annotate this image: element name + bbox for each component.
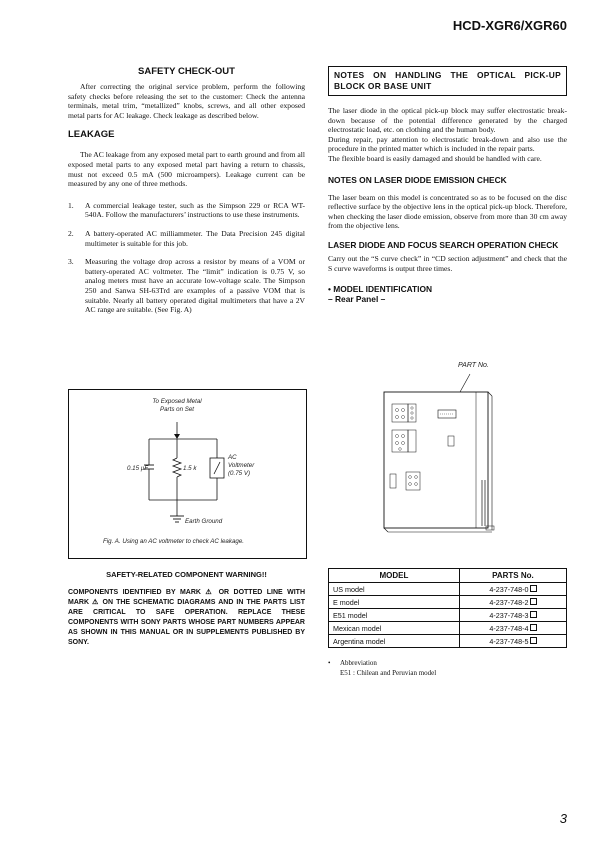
rear-panel-diagram — [378, 370, 508, 540]
page-number: 3 — [559, 811, 567, 826]
part-number: 4-237-748-4 — [489, 623, 529, 633]
voltmeter-label-3: (0.75 V) — [228, 470, 251, 477]
cell-model: Mexican model — [329, 622, 460, 635]
probe-label-1: To Exposed Metal — [152, 398, 202, 405]
part-number: 4-237-748-5 — [489, 636, 529, 646]
table-row — [329, 635, 567, 648]
abbreviation-label: Abbreviation — [340, 659, 377, 667]
table-row — [329, 622, 567, 635]
column-header-parts: PARTS No. — [459, 569, 566, 583]
optical-body-3: The flexible board is easily damaged and should be handled with care. — [328, 153, 542, 163]
part-no-label: PART No. — [458, 362, 489, 369]
voltmeter-label-2: Voltmeter — [228, 462, 255, 469]
checkbox-mark-icon — [530, 585, 537, 592]
checkbox-mark-icon — [530, 637, 537, 644]
list-number: 2. — [68, 228, 74, 238]
figure-a-box — [68, 389, 307, 559]
leakage-method-list — [68, 201, 305, 315]
cell-part — [459, 622, 566, 635]
part-number: 4-237-748-0 — [489, 584, 529, 594]
right-column — [328, 66, 567, 308]
list-text: Measuring the voltage drop across a resistor by means of a VOM or battery-operated AC voltmeter. The “limit” indication is 0.75 V, so analog meters must have an accurate low-voltage scale. The Simpson 250 and Sanwa SH-63Trd are examples of a passive VOM that is suitable. Nearly all battery operated digital multimeters that have a 2V AC range are suitable. (See Fig. A) — [85, 257, 305, 315]
laser-emission-title: NOTES ON LASER DIODE EMISSION CHECK — [328, 174, 507, 185]
abbreviation-block — [328, 658, 436, 678]
list-text: A battery-operated AC milliammeter. The Data Precision 245 digital multimeter is suitable for this job. — [85, 228, 305, 248]
laser-emission-body: The laser beam on this model is concentrated so as to be focused on the disc reflective surface by the objective lens in the optical pick-up block. Therefore, when checking the laser diode emission, observe from more than 30 cm away from the objective lens. — [328, 192, 567, 231]
checkbox-mark-icon — [530, 611, 537, 618]
optical-notes-title: NOTES ON HANDLING THE OPTICAL PICK-UP BLOCK OR BASE UNIT — [328, 66, 567, 96]
table-row — [329, 609, 567, 622]
cell-part — [459, 635, 566, 648]
list-number: 1. — [68, 200, 74, 210]
circuit-diagram — [69, 390, 306, 558]
list-item — [68, 257, 305, 315]
model-id-title: • MODEL IDENTIFICATION — [328, 284, 433, 295]
list-text: A commercial leakage tester, such as the Simpson 229 or RCA WT-540A. Follow the manufacturers’ instructions to use these instruments. — [85, 200, 305, 220]
abbreviation-label-row — [328, 658, 436, 668]
ground-label: Earth Ground — [185, 518, 223, 525]
abbreviation-entry: E51 : Chilean and Peruvian model — [340, 669, 437, 677]
probe-label-2: Parts on Set — [159, 406, 195, 413]
cell-part — [459, 609, 566, 622]
warning-title: SAFETY-RELATED COMPONENT WARNING!! — [106, 570, 267, 579]
cell-model: E51 model — [329, 609, 460, 622]
list-item — [68, 201, 305, 220]
focus-search-body: Carry out the “S curve check” in “CD section adjustment” and check that the S curve waveforms is output three times. — [328, 253, 567, 273]
optical-body-2: During repair, pay attention to electrostatic break-down and also use the procedure in the printed matter which is included in the repair parts. — [328, 134, 567, 154]
capacitor-label: 0.15 µF — [127, 465, 149, 472]
focus-search-title: LASER DIODE AND FOCUS SEARCH OPERATION CHECK — [328, 239, 559, 250]
model-id-subtitle: – Rear Panel – — [328, 294, 386, 305]
safety-title: SAFETY CHECK-OUT — [138, 66, 235, 77]
optical-body-1: The laser diode in the optical pick-up block may suffer electrostatic break-down because of the potential difference generated by the charged electrostatic load, etc. on clothing and the human body. — [328, 106, 567, 135]
table-row — [329, 596, 567, 609]
part-number: 4-237-748-3 — [489, 610, 529, 620]
bullet-icon: • — [328, 659, 331, 667]
model-header: HCD-XGR6/XGR60 — [452, 18, 567, 33]
checkbox-mark-icon — [530, 598, 537, 605]
cell-model: US model — [329, 583, 460, 596]
parts-table — [328, 568, 567, 648]
table-header-row — [329, 569, 567, 583]
leakage-body: The AC leakage from any exposed metal part to earth ground and from all exposed metal parts to any exposed metal part having a return to chassis, must not exceed 0.5 mA (500 microampers). Leakage current can be measured by any one of three methods. — [68, 150, 305, 189]
cell-part — [459, 596, 566, 609]
checkbox-mark-icon — [530, 624, 537, 631]
figure-caption: Fig. A. Using an AC voltmeter to check AC leakage. — [103, 538, 244, 545]
list-number: 3. — [68, 257, 74, 267]
list-item — [68, 229, 305, 248]
part-number: 4-237-748-2 — [489, 597, 529, 607]
cell-model: E model — [329, 596, 460, 609]
column-header-model: MODEL — [329, 569, 460, 583]
safety-intro: After correcting the original service problem, perform the following safety checks before releasing the set to the customer: Check the antenna terminals, metal trim, “metallized” knobs, screws, and all other exposed metal parts for AC leakage. Check leakage as described below. — [68, 82, 305, 120]
warning-body: COMPONENTS IDENTIFIED BY MARK ⚠ OR DOTTED LINE WITH MARK ⚠ ON THE SCHEMATIC DIAGRAMS AND IN THE PARTS LIST ARE CRITICAL TO SAFE OPERATION. REPLACE THESE COMPONENTS WITH SONY PARTS WHOSE PART NUMBERS APPEAR AS SHOWN IN THIS MANUAL OR IN SUPPLEMENTS PUBLISHED BY SONY. — [68, 589, 305, 646]
left-column — [68, 66, 305, 315]
table-row — [329, 583, 567, 596]
cell-part — [459, 583, 566, 596]
resistor-label: 1.5 k — [183, 465, 197, 472]
leakage-title: LEAKAGE — [68, 129, 115, 141]
voltmeter-label-1: AC — [228, 454, 237, 461]
cell-model: Argentina model — [329, 635, 460, 648]
